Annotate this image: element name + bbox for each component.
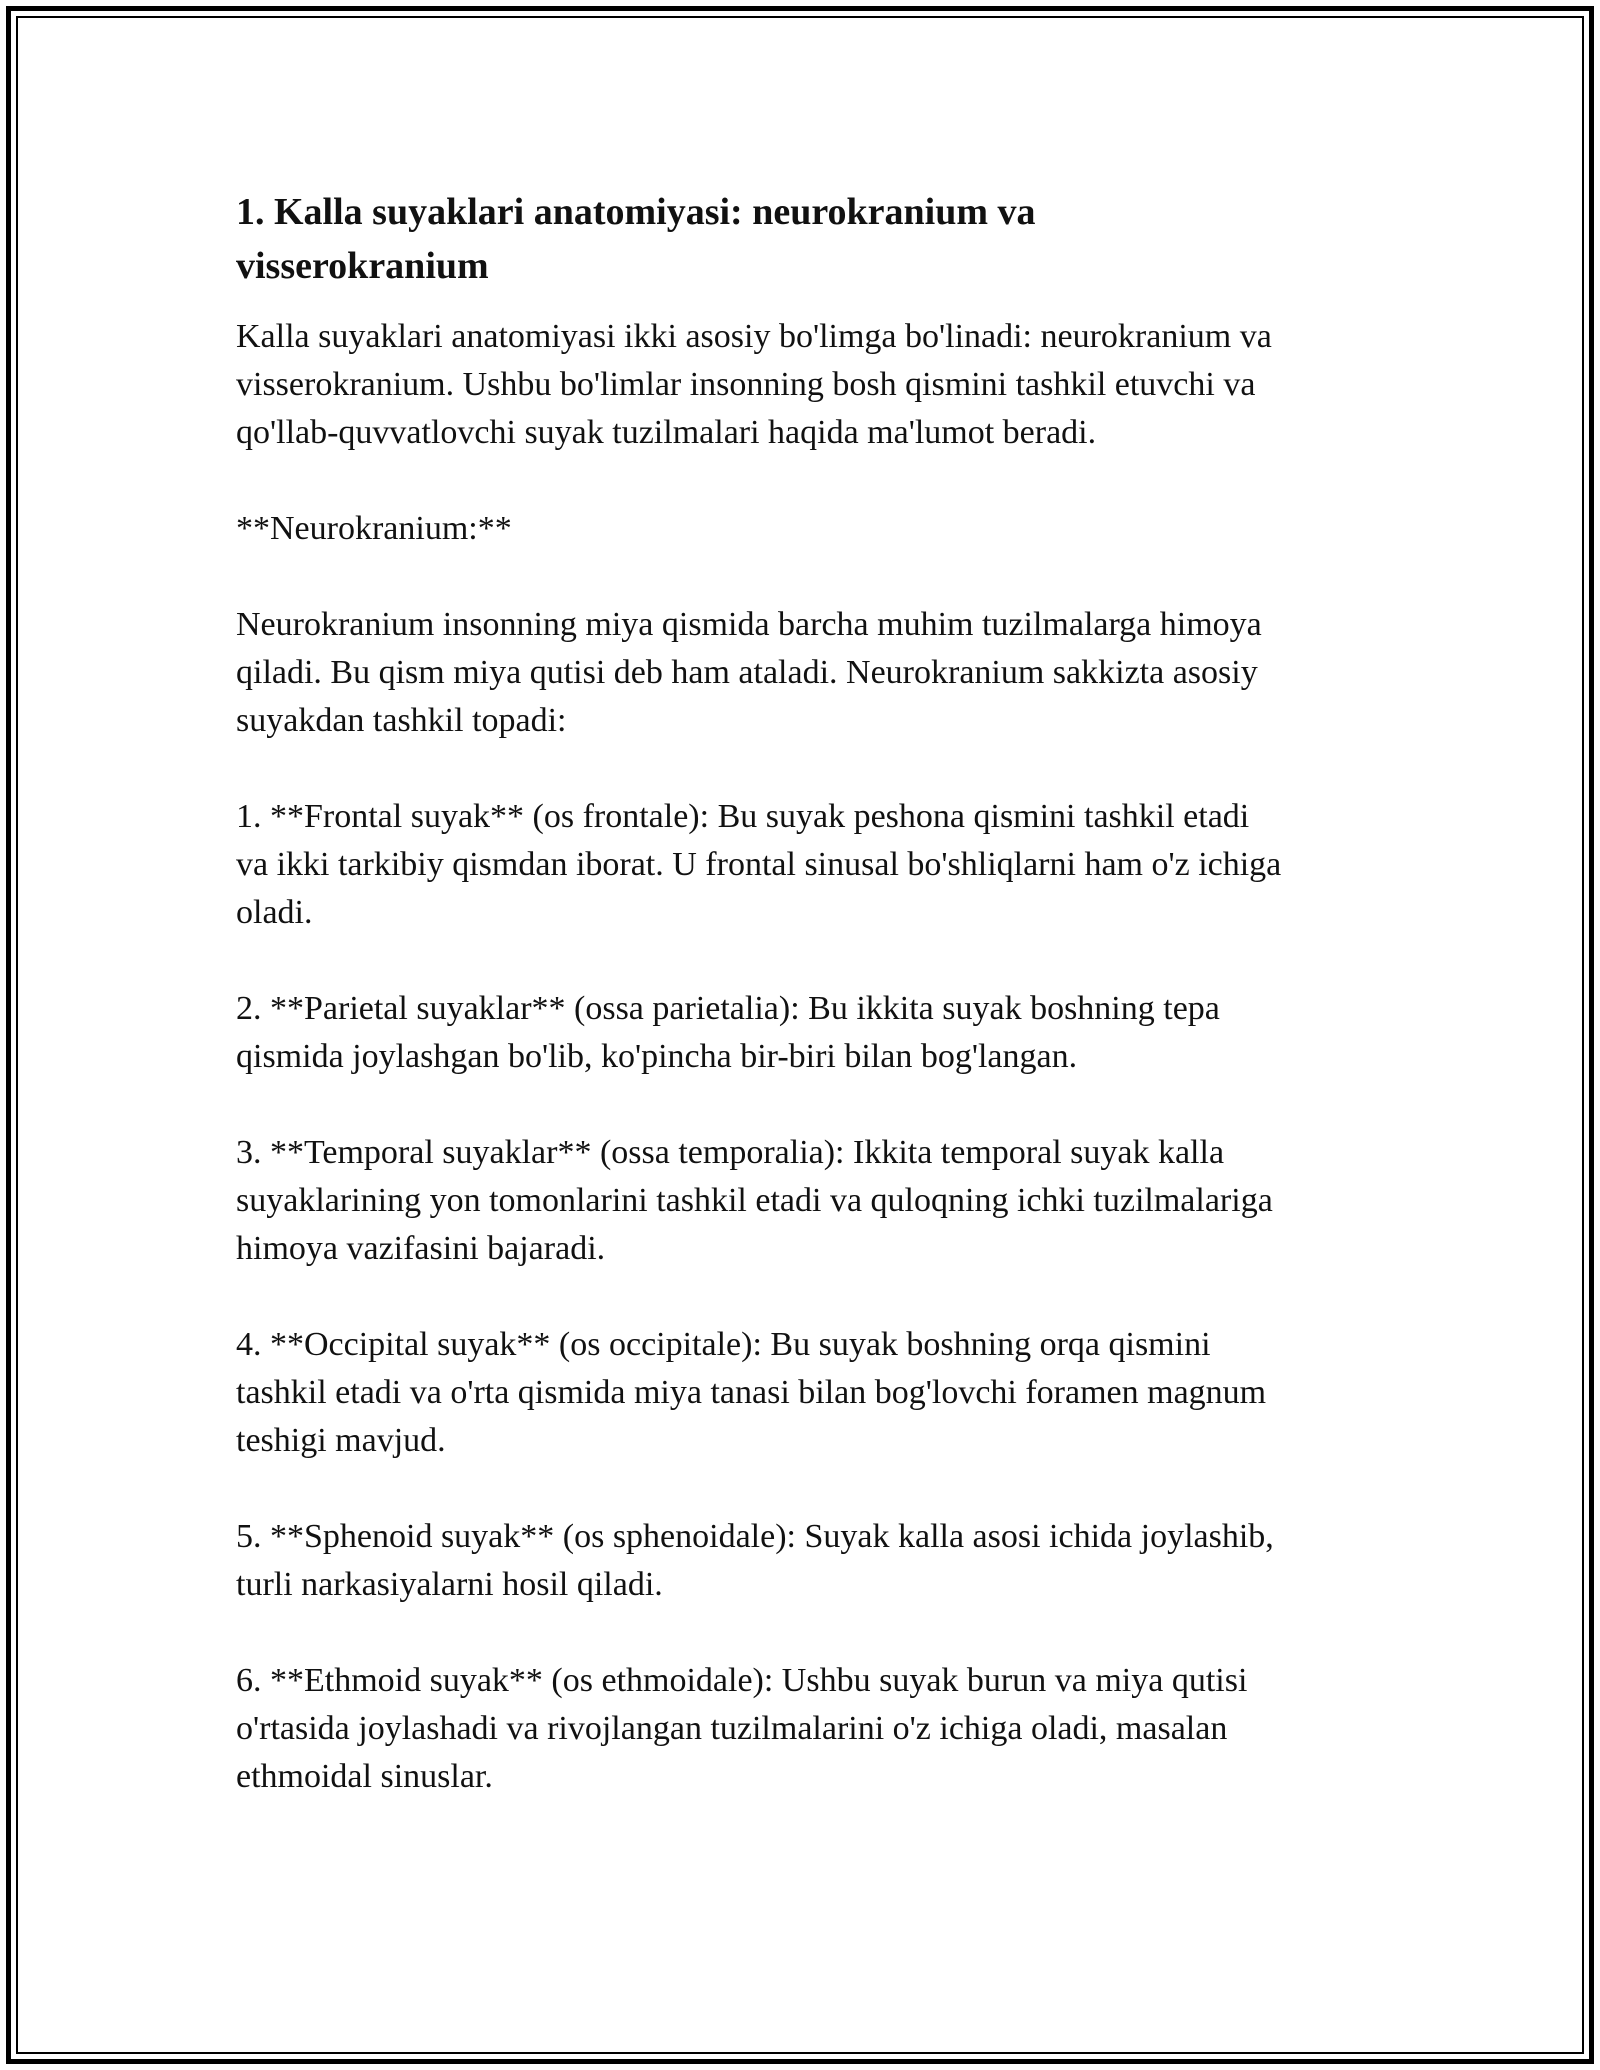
section-heading-neurokranium: **Neurokranium:**: [236, 510, 512, 547]
neurokranium-description: Neurokranium insonning miya qismida barcha muhim tuzilmalarga himoya qiladi. Bu qism miya qutisi deb ham ataladi. Neurokranium sakkizta asosiy suyakdan tashkil topadi:: [236, 606, 1262, 739]
document-body: [236, 185, 1366, 1849]
list-item-parietal: 2. **Parietal suyaklar** (ossa parietalia): Bu ikkita suyak boshning tepa qismida joylashgan bo'lib, ko'pincha bir-biri bilan bog'langan.: [236, 990, 1220, 1075]
list-item-sphenoid: 5. **Sphenoid suyak** (os sphenoidale): Suyak kalla asosi ichida joylashib, turli narkasiyalarni hosil qiladi.: [236, 1518, 1274, 1603]
intro-paragraph: Kalla suyaklari anatomiyasi ikki asosiy bo'limga bo'linadi: neurokranium va visserokranium. Ushbu bo'limlar insonning bosh qismini tashkil etuvchi va qo'llab-quvvatlovchi suyak tuzilmalari haqida ma'lumot beradi.: [236, 318, 1272, 451]
list-item-frontal: 1. **Frontal suyak** (os frontale): Bu suyak peshona qismini tashkil etadi va ikki tarkibiy qismdan iborat. U frontal sinusal bo'shliqlarni ham o'z ichiga oladi.: [236, 798, 1282, 931]
list-item-temporal: 3. **Temporal suyaklar** (ossa temporalia): Ikkita temporal suyak kalla suyaklarining yon tomonlarini tashkil etadi va quloqning ichki tuzilmalariga himoya vazifasini bajaradi.: [236, 1134, 1273, 1267]
document-title: 1. Kalla suyaklari anatomiyasi: neurokranium va visserokranium: [236, 191, 1036, 287]
list-item-ethmoid: 6. **Ethmoid suyak** (os ethmoidale): Ushbu suyak burun va miya qutisi o'rtasida joylashadi va rivojlangan tuzilmalarini o'z ichiga oladi, masalan ethmoidal sinuslar.: [236, 1662, 1248, 1795]
list-item-occipital: 4. **Occipital suyak** (os occipitale): Bu suyak boshning orqa qismini tashkil etadi va o'rta qismida miya tanasi bilan bog'lovchi foramen magnum teshigi mavjud.: [236, 1326, 1267, 1459]
